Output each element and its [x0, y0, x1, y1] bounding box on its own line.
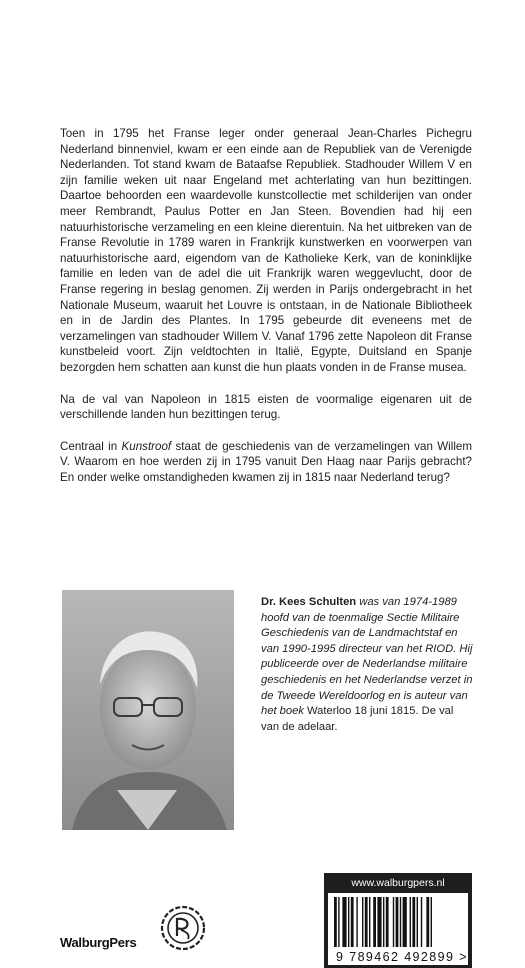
barcode-bar [338, 897, 339, 947]
author-name: Dr. Kees Schulten [261, 596, 357, 608]
barcode-bar [393, 897, 394, 947]
barcode-bar [426, 897, 429, 947]
barcode-block [324, 873, 472, 968]
barcode-bar [421, 897, 422, 947]
isbn-number: 9 789462 492899 > [336, 950, 468, 964]
paragraph-history: Toen in 1795 het Franse leger onder generaal Jean-Charles Pichegru Nederland binnenviel, kwam er een einde aan de Republiek van de Verenigde Nederlanden. Tot stand kwam de Bataafse Republiek. Stadhouder Willem V en zijn familie weken uit naar Engeland met achterlating van hun bezittingen. Daartoe behoorden een waardevolle kunstcollectie met schilderijen van onder meer Rembrandt, Paulus Potter en Jan Steen. Bovendien had hij een natuurhistorische verzameling en een kleine dierentuin. Na het uitbreken van de Franse Revolutie in 1789 waren in Frankrijk kunstwerken en voorwerpen van natuurhistorische aard, eigendom van de Katholieke Kerk, van de koninklijke familie en leden van de adel die uit Frankrijk waren weggevlucht, door de Franse regering in beslag genomen. Zij werden in Parijs ondergebracht in het Nationale Museum, waaruit het Louvre is ontstaan, in de Nationale Bibliotheek en in de Jardin des Plantes. In 1795 gebeurde dit eveneens met de verzamelingen van stadhouder Willem V. Vanaf 1796 zette Napoleon dit Franse kunstbeleid voort. Zijn veldtochten in Italië, Egypte, Duitsland en Spanje bezorgden hem schatten aan kunst die hun plaats vonden in de Franse musea. [60, 127, 472, 374]
barcode-bar [342, 897, 346, 947]
publisher-logo: WalburgPers [60, 935, 137, 950]
barcode-bar [334, 897, 337, 947]
barcode-bar [365, 897, 368, 947]
central-rest: staat de geschiedenis van de verzamelingen van Willem V. Waarom en hoe werden zij in 1795 vanuit Den Haag naar Parijs gebracht? En onder welke omstandigheden kwamen zij in 1815 naar Nederland terug? [60, 439, 473, 484]
barcode [328, 893, 468, 965]
barcode-bar [417, 897, 418, 947]
author-photo [62, 590, 234, 830]
barcode-bar [403, 897, 407, 947]
barcode-bar [431, 897, 432, 947]
barcode-bar [383, 897, 384, 947]
barcode-bar [410, 897, 411, 947]
barcode-bar [348, 897, 349, 947]
author-book-title: Waterloo 18 juni 1815. De val van de adelaar. [261, 705, 454, 733]
barcode-bar [362, 897, 363, 947]
back-cover-blurb [60, 126, 472, 501]
paragraph-napoleon: Na de val van Napoleon in 1815 eisten de voormalige eigenaren uit de verschillende landen hun bezittingen terug. [60, 392, 472, 422]
barcode-bar [351, 897, 354, 947]
book-title-italic: Kunstroof [121, 439, 172, 453]
author-bio [261, 595, 474, 735]
publisher-website: www.walburgpers.nl [351, 877, 445, 889]
barcode-bar [412, 897, 415, 947]
author-bio-text: was van 1974-1989 hoofd van de toenmalige Sectie Militaire Geschiedenis van de Landmachtstaf en van 1990-1995 directeur van het RIOD. Hij publiceerde over de Nederlandse militaire geschiedenis en het Nederlandse verzet in de Tweede Wereldoorlog en is auteur van het boek [261, 596, 473, 718]
barcode-bar [369, 897, 370, 947]
paragraph-central [60, 439, 472, 486]
barcode-bar [373, 897, 376, 947]
central-prefix: Centraal in [60, 439, 122, 453]
barcode-bar [386, 897, 389, 947]
barcode-bar [400, 897, 401, 947]
barcode-bar [377, 897, 381, 947]
barcode-bar [396, 897, 399, 947]
barcode-bar [356, 897, 357, 947]
publisher-seal-icon [160, 905, 206, 956]
author-portrait-image [62, 590, 234, 830]
barcode-bars [328, 893, 468, 949]
